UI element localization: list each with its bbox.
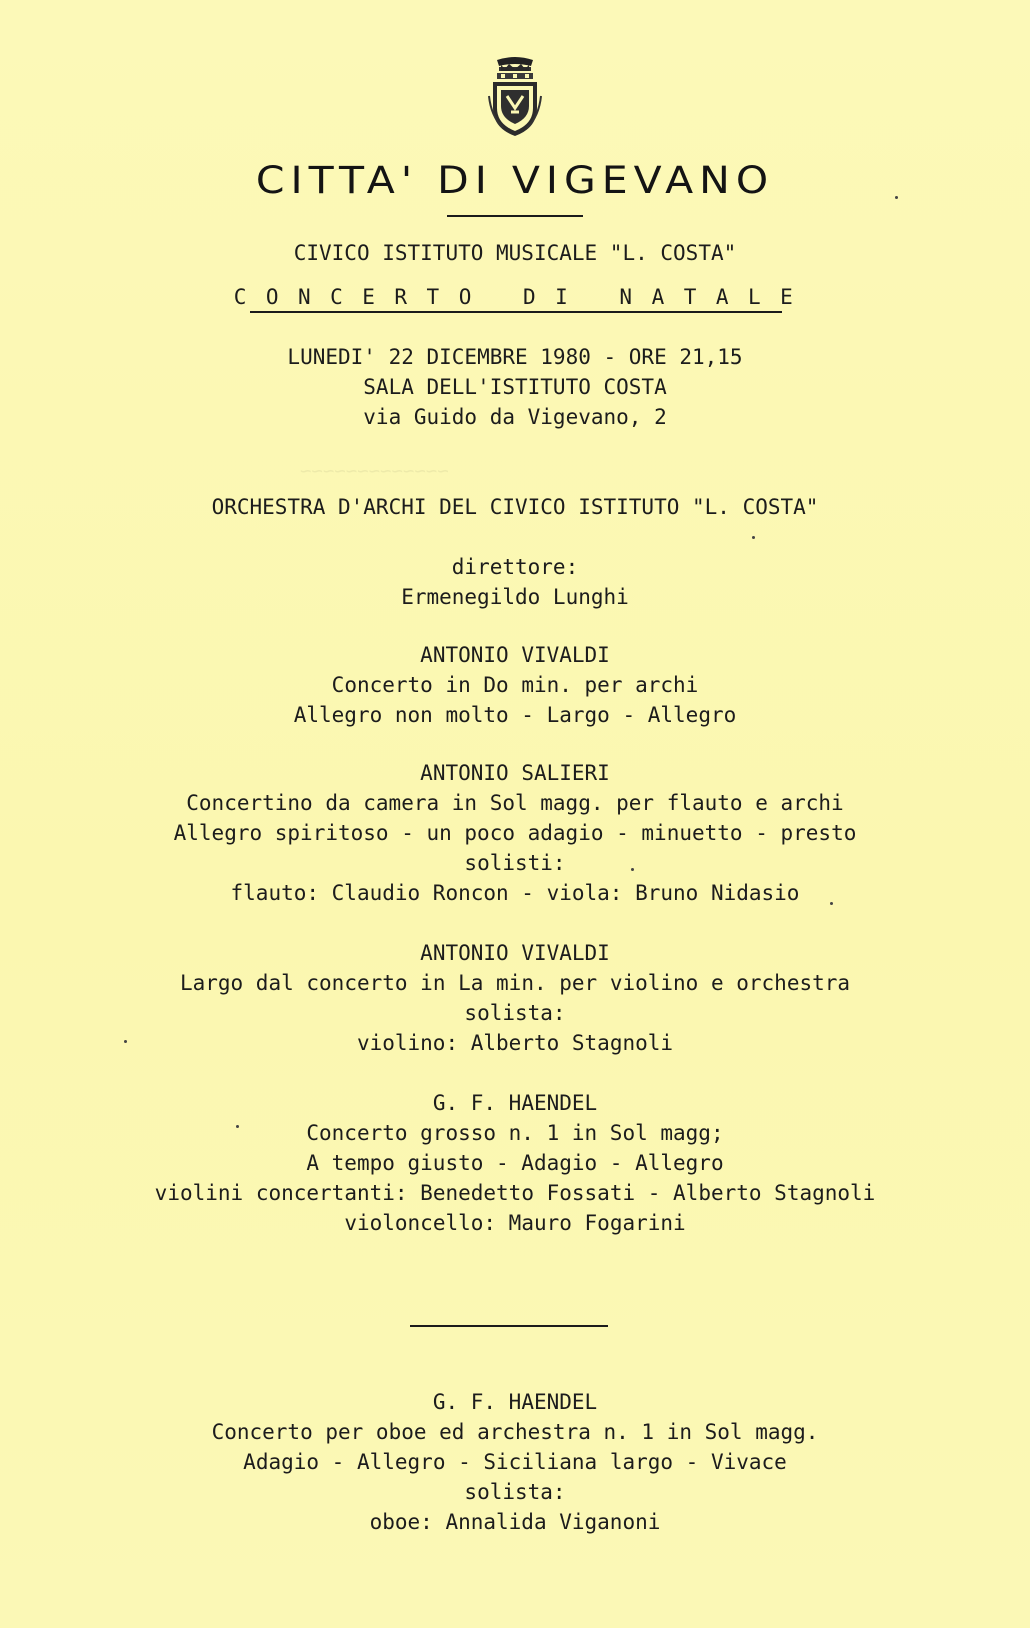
- show-through: ~~~~~~~~~~~~~: [300, 460, 449, 482]
- movements-2: Allegro spiritoso - un poco adagio - minuetto - presto: [173, 821, 857, 845]
- composer-4: G. F. HAENDEL: [432, 1091, 598, 1115]
- event-venue: SALA DELL'ISTITUTO COSTA: [363, 375, 667, 399]
- soloists-4b: violoncello: Mauro Fogarini: [344, 1211, 686, 1235]
- paper-speck: [830, 902, 833, 905]
- title-underline: [447, 215, 583, 217]
- orchestra-name: ORCHESTRA D'ARCHI DEL CIVICO ISTITUTO "L. COSTA": [211, 495, 819, 519]
- paper-speck: [124, 1040, 127, 1043]
- composer-2: ANTONIO SALIERI: [420, 761, 610, 785]
- movements-1: Allegro non molto - Largo - Allegro: [293, 703, 737, 727]
- paper-speck: [631, 868, 634, 871]
- soloists-3: violino: Alberto Stagnoli: [356, 1031, 674, 1055]
- event-title: CONCERTO DI NATALE: [233, 285, 813, 309]
- work-5: Concerto per oboe ed archestra n. 1 in Sol magg.: [211, 1420, 819, 1444]
- movements-4: A tempo giusto - Adagio - Allegro: [306, 1151, 724, 1175]
- work-4: Concerto grosso n. 1 in Sol magg;: [306, 1121, 724, 1145]
- work-1: Concerto in Do min. per archi: [331, 673, 699, 697]
- composer-5: G. F. HAENDEL: [432, 1390, 598, 1414]
- soloists-5: oboe: Annalida Viganoni: [369, 1510, 661, 1534]
- event-date-time: LUNEDI' 22 DICEMBRE 1980 - ORE 21,15: [287, 345, 743, 369]
- event-address: via Guido da Vigevano, 2: [363, 405, 667, 429]
- soloists-label-3: solista:: [464, 1001, 566, 1025]
- soloists-label-2: solisti:: [464, 851, 566, 875]
- paper-speck: [895, 196, 898, 199]
- soloists-label-5: solista:: [464, 1480, 566, 1504]
- soloists-2: flauto: Claudio Roncon - viola: Bruno Nidasio: [230, 881, 800, 905]
- event-title-underline: [250, 311, 782, 313]
- work-3: Largo dal concerto in La min. per violino e orchestra: [179, 971, 851, 995]
- section-divider: [410, 1325, 608, 1327]
- institute-name: CIVICO ISTITUTO MUSICALE "L. COSTA": [293, 241, 737, 265]
- soloists-4: violini concertanti: Benedetto Fossati - Alberto Stagnoli: [154, 1181, 876, 1205]
- movements-5: Adagio - Allegro - Siciliana largo - Vivace: [243, 1450, 787, 1474]
- director-label: direttore:: [451, 555, 579, 579]
- paper-speck: [236, 1125, 239, 1128]
- city-title: CITTA' DI VIGEVANO: [255, 157, 775, 203]
- composer-3: ANTONIO VIVALDI: [420, 941, 610, 965]
- director-name: Ermenegildo Lunghi: [401, 585, 629, 609]
- city-crest-icon: [487, 56, 543, 140]
- paper-speck: [752, 536, 755, 539]
- work-2: Concertino da camera in Sol magg. per flauto e archi: [186, 791, 844, 815]
- composer-1: ANTONIO VIVALDI: [420, 643, 610, 667]
